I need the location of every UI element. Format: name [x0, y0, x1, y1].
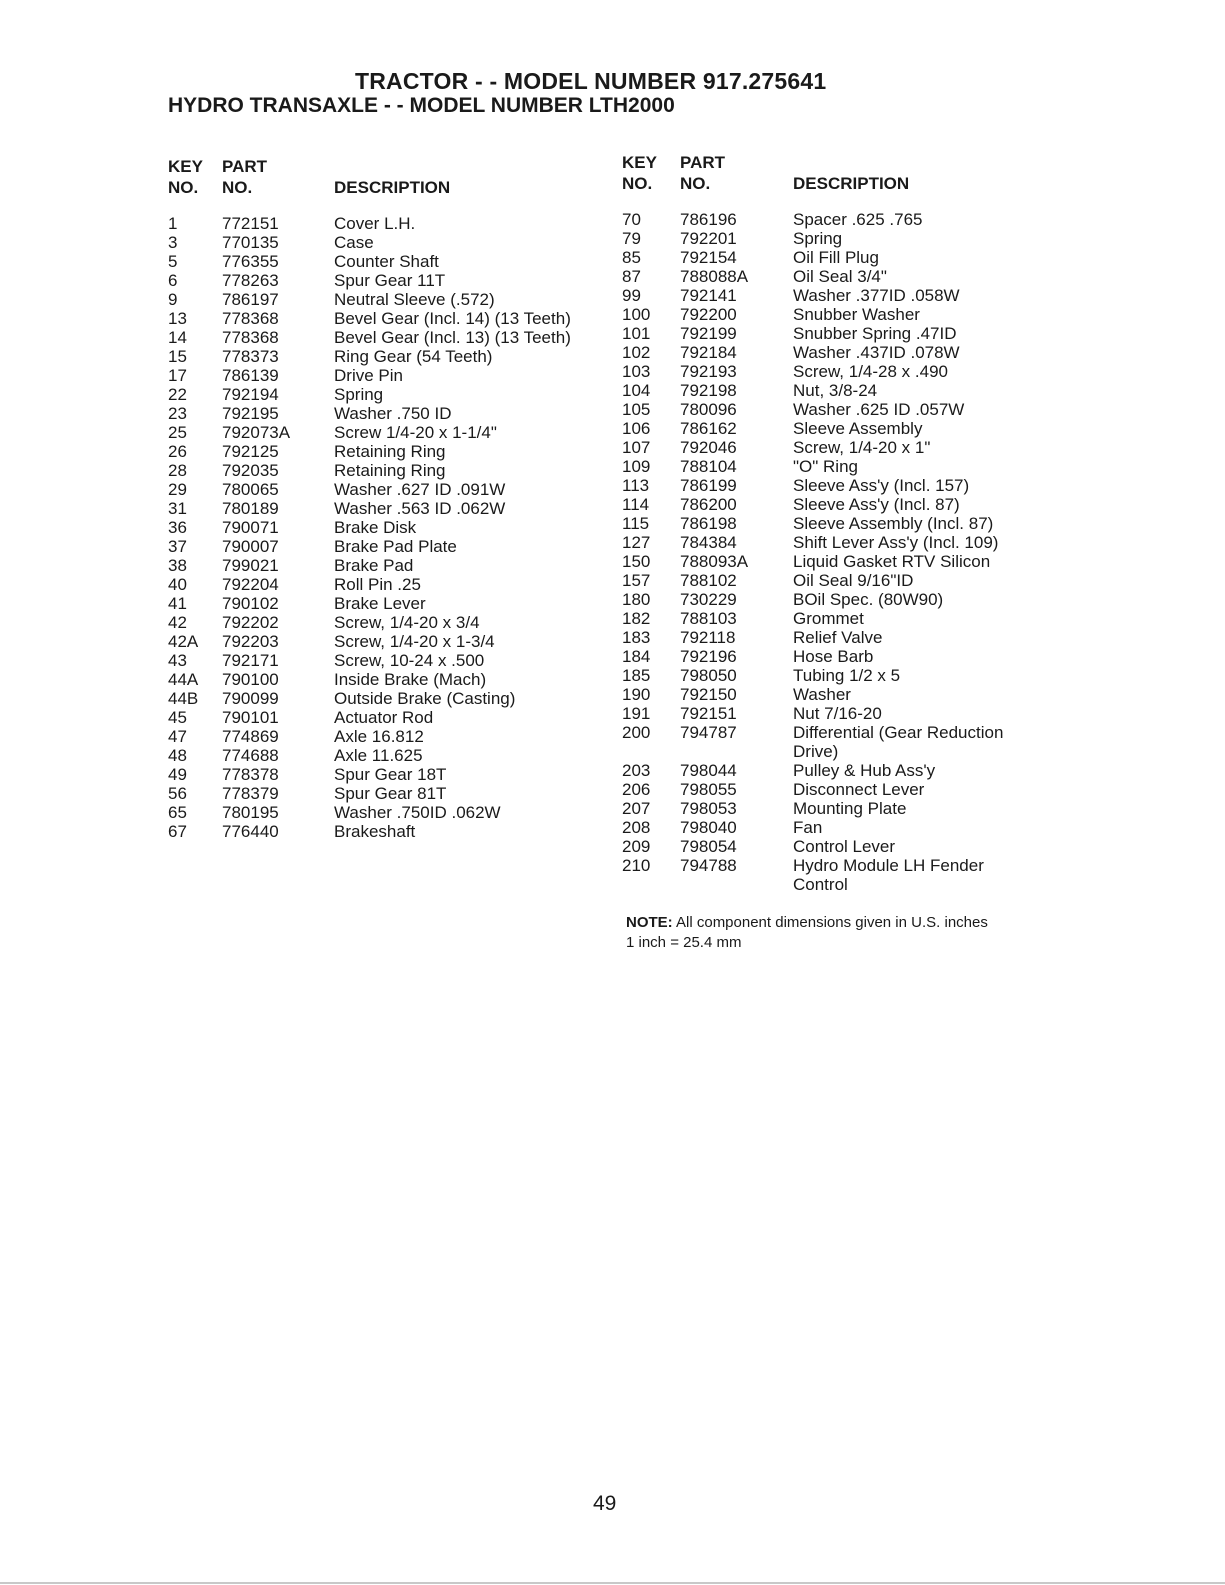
part-number: 788088A [680, 267, 749, 286]
key-number: 5 [168, 252, 178, 271]
right-part-header-line2: NO. [680, 174, 711, 193]
left-key-header-line1: KEY [168, 157, 203, 176]
part-description: Sleeve Ass'y (Incl. 157) [793, 476, 970, 495]
part-number: 786200 [680, 495, 737, 514]
part-number: 776355 [222, 252, 279, 271]
part-description: Washer [793, 685, 851, 704]
table-row [168, 784, 608, 803]
part-description: Screw, 1/4-20 x 1-3/4 [334, 632, 495, 651]
left-parts-list [168, 214, 608, 841]
table-row [622, 286, 1042, 305]
part-number: 770135 [222, 233, 279, 252]
table-row [622, 818, 1042, 837]
part-number: 786197 [222, 290, 279, 309]
part-description: Brake Pad Plate [334, 537, 457, 556]
key-number: 13 [168, 309, 187, 328]
table-row [622, 799, 1042, 818]
part-number: 792203 [222, 632, 279, 651]
key-number: 25 [168, 423, 187, 442]
key-number: 102 [622, 343, 651, 362]
left-part-header-line2: NO. [222, 178, 253, 197]
key-number: 29 [168, 480, 187, 499]
part-description: Fan [793, 818, 823, 837]
table-row [168, 214, 608, 233]
part-number: 794787 [680, 723, 737, 742]
note-text: All component dimensions given in U.S. inches [672, 914, 988, 931]
table-row [168, 233, 608, 252]
table-row [168, 689, 608, 708]
key-number: 200 [622, 723, 651, 742]
table-row [622, 533, 1042, 552]
table-row [168, 556, 608, 575]
part-number: 792035 [222, 461, 279, 480]
part-number: 774869 [222, 727, 279, 746]
part-description: Liquid Gasket RTV Silicon [793, 552, 991, 571]
part-number: 792171 [222, 651, 279, 670]
table-row [168, 480, 608, 499]
key-number: 127 [622, 533, 651, 552]
part-number: 778379 [222, 784, 279, 803]
key-number: 99 [622, 286, 641, 305]
table-row [622, 704, 1042, 723]
key-number: 38 [168, 556, 187, 575]
part-description: Brake Pad [334, 556, 414, 575]
part-number: 776440 [222, 822, 279, 841]
key-number: 157 [622, 571, 651, 590]
key-number: 26 [168, 442, 187, 461]
part-number: 780096 [680, 400, 737, 419]
part-number: 778368 [222, 309, 279, 328]
part-description: Washer .627 ID .091W [334, 480, 506, 499]
key-number: 185 [622, 666, 651, 685]
key-number: 115 [622, 514, 650, 533]
table-row [168, 309, 608, 328]
part-description: Spur Gear 18T [334, 765, 447, 784]
part-number: 792046 [680, 438, 737, 457]
key-number: 14 [168, 328, 187, 347]
part-number: 788102 [680, 571, 737, 590]
part-number: 792193 [680, 362, 737, 381]
part-description: Washer .377ID .058W [793, 286, 960, 305]
part-description: Shift Lever Ass'y (Incl. 109) [793, 533, 999, 552]
part-number: 786198 [680, 514, 737, 533]
table-row [622, 381, 1042, 400]
note-conversion: 1 inch = 25.4 mm [626, 934, 742, 951]
part-number: 788093A [680, 552, 749, 571]
part-number: 790007 [222, 537, 279, 556]
table-row [622, 552, 1042, 571]
part-description: Screw, 10-24 x .500 [334, 651, 485, 670]
part-number: 792141 [680, 286, 737, 305]
part-description: Washer .750ID .062W [334, 803, 501, 822]
table-row [168, 594, 608, 613]
part-description: Retaining Ring [334, 442, 446, 461]
part-number: 798050 [680, 666, 737, 685]
table-row [168, 651, 608, 670]
right-parts-list [622, 210, 1042, 894]
table-row [622, 837, 1042, 856]
table-row [622, 324, 1042, 343]
part-number: 778263 [222, 271, 279, 290]
part-number: 798054 [680, 837, 737, 856]
key-number: 40 [168, 575, 187, 594]
part-number: 790100 [222, 670, 279, 689]
key-number: 208 [622, 818, 651, 837]
key-number: 182 [622, 609, 651, 628]
table-row [622, 343, 1042, 362]
part-number: 798040 [680, 818, 737, 837]
part-description: Oil Seal 3/4" [793, 267, 887, 286]
part-number: 799021 [222, 556, 279, 575]
table-row [168, 670, 608, 689]
part-description: Sleeve Ass'y (Incl. 87) [793, 495, 960, 514]
key-number: 100 [622, 305, 651, 324]
key-number: 6 [168, 271, 178, 290]
key-number: 28 [168, 461, 187, 480]
part-description: Screw, 1/4-28 x .490 [793, 362, 948, 381]
part-description: Hose Barb [793, 647, 874, 666]
key-number: 45 [168, 708, 187, 727]
part-number: 792184 [680, 343, 737, 362]
part-number: 794788 [680, 856, 737, 875]
part-description: Brake Lever [334, 594, 426, 613]
part-number: 792151 [680, 704, 737, 723]
key-number: 70 [622, 210, 641, 229]
table-row [622, 400, 1042, 419]
part-number: 786196 [680, 210, 737, 229]
part-description: Sleeve Assembly (Incl. 87) [793, 514, 994, 533]
key-number: 150 [622, 552, 651, 571]
table-row [168, 385, 608, 404]
table-row [168, 347, 608, 366]
key-number: 87 [622, 267, 641, 286]
part-number: 772151 [222, 214, 279, 233]
key-number: 190 [622, 685, 651, 704]
part-description: Inside Brake (Mach) [334, 670, 487, 689]
table-row [168, 328, 608, 347]
key-number: 9 [168, 290, 178, 309]
table-row [168, 822, 608, 841]
table-row [168, 271, 608, 290]
table-row [622, 666, 1042, 685]
key-number: 183 [622, 628, 651, 647]
part-number: 780189 [222, 499, 279, 518]
part-description: Drive Pin [334, 366, 403, 385]
table-row [622, 685, 1042, 704]
key-number: 44B [168, 689, 199, 708]
part-description: Bevel Gear (Incl. 14) (13 Teeth) [334, 309, 571, 328]
key-number: 1 [168, 214, 178, 233]
key-number: 31 [168, 499, 187, 518]
part-number: 792073A [222, 423, 291, 442]
part-description: "O" Ring [793, 457, 858, 476]
part-number: 792204 [222, 575, 279, 594]
table-row [168, 727, 608, 746]
key-number: 42 [168, 613, 187, 632]
table-row [168, 366, 608, 385]
part-number: 792201 [680, 229, 737, 248]
part-description: Differential (Gear Reduction Drive) [793, 723, 1004, 761]
part-description: Washer .437ID .078W [793, 343, 960, 362]
part-number: 792194 [222, 385, 279, 404]
key-number: 36 [168, 518, 187, 537]
part-description: Neutral Sleeve (.572) [334, 290, 495, 309]
table-row [622, 267, 1042, 286]
table-row [168, 404, 608, 423]
part-number: 784384 [680, 533, 737, 552]
table-row [168, 499, 608, 518]
key-number: 85 [622, 248, 641, 267]
table-row [622, 647, 1042, 666]
key-number: 3 [168, 233, 178, 252]
table-row [168, 537, 608, 556]
key-number: 37 [168, 537, 187, 556]
table-row [622, 609, 1042, 628]
table-row [168, 746, 608, 765]
part-number: 792196 [680, 647, 737, 666]
part-description: Hydro Module LH Fender Control [793, 856, 984, 894]
part-description: Washer .750 ID [334, 404, 452, 423]
table-row [622, 571, 1042, 590]
table-row [622, 514, 1042, 533]
part-description: BOil Spec. (80W90) [793, 590, 944, 609]
part-description: Snubber Spring .47ID [793, 324, 957, 343]
part-number: 792118 [680, 628, 736, 647]
table-row [622, 305, 1042, 324]
part-number: 790099 [222, 689, 279, 708]
table-row [168, 613, 608, 632]
table-row [622, 780, 1042, 799]
key-number: 180 [622, 590, 651, 609]
key-number: 79 [622, 229, 641, 248]
part-description: Screw, 1/4-20 x 3/4 [334, 613, 480, 632]
part-description: Retaining Ring [334, 461, 446, 480]
key-number: 43 [168, 651, 187, 670]
part-number: 790102 [222, 594, 279, 613]
part-description: Axle 11.625 [334, 746, 423, 765]
table-row [168, 632, 608, 651]
part-description: Disconnect Lever [793, 780, 925, 799]
right-part-header-line1: PART [680, 153, 726, 172]
part-description: Spring [793, 229, 843, 248]
part-description: Spur Gear 11T [334, 271, 446, 290]
part-number: 792200 [680, 305, 737, 324]
right-key-header-line2: NO. [622, 174, 653, 193]
table-row [622, 628, 1042, 647]
table-row [622, 362, 1042, 381]
part-description: Actuator Rod [334, 708, 434, 727]
part-description: Screw, 1/4-20 x 1" [793, 438, 931, 457]
part-number: 786139 [222, 366, 279, 385]
table-row [622, 210, 1042, 229]
table-row [168, 423, 608, 442]
key-number: 191 [622, 704, 651, 723]
table-row [168, 803, 608, 822]
part-description: Roll Pin .25 [334, 575, 421, 594]
key-number: 41 [168, 594, 187, 613]
table-row [168, 765, 608, 784]
key-number: 56 [168, 784, 187, 803]
key-number: 203 [622, 761, 651, 780]
part-description: Grommet [793, 609, 864, 628]
part-number: 798053 [680, 799, 737, 818]
part-description: Screw 1/4-20 x 1-1/4" [334, 423, 497, 442]
key-number: 42A [168, 632, 199, 651]
part-number: 780195 [222, 803, 279, 822]
part-number: 790071 [222, 518, 279, 537]
key-number: 207 [622, 799, 651, 818]
bottom-rule [0, 1582, 1225, 1584]
part-description: Case [334, 233, 374, 252]
note-label: NOTE: [626, 914, 673, 931]
key-number: 22 [168, 385, 187, 404]
part-number: 792198 [680, 381, 737, 400]
key-number: 101 [622, 324, 651, 343]
part-description: Pulley & Hub Ass'y [793, 761, 936, 780]
part-description: Spur Gear 81T [334, 784, 447, 803]
table-row [168, 575, 608, 594]
part-number: 788104 [680, 457, 737, 476]
key-number: 107 [622, 438, 651, 457]
part-description: Ring Gear (54 Teeth) [334, 347, 493, 366]
part-description: Cover L.H. [334, 214, 416, 233]
part-number: 780065 [222, 480, 279, 499]
part-description: Sleeve Assembly [793, 419, 923, 438]
part-number: 788103 [680, 609, 737, 628]
key-number: 113 [622, 476, 650, 495]
key-number: 109 [622, 457, 651, 476]
key-number: 106 [622, 419, 651, 438]
key-number: 105 [622, 400, 651, 419]
part-description: Snubber Washer [793, 305, 920, 324]
part-description: Nut, 3/8-24 [793, 381, 878, 400]
table-row [168, 461, 608, 480]
key-number: 104 [622, 381, 651, 400]
key-number: 103 [622, 362, 651, 381]
part-description: Relief Valve [793, 628, 883, 647]
table-row [168, 442, 608, 461]
table-row [622, 229, 1042, 248]
key-number: 17 [168, 366, 187, 385]
key-number: 210 [622, 856, 651, 875]
part-number: 786162 [680, 419, 737, 438]
table-row [622, 495, 1042, 514]
key-number: 67 [168, 822, 187, 841]
key-number: 206 [622, 780, 651, 799]
part-description: Tubing 1/2 x 5 [793, 666, 901, 685]
part-description: Brake Disk [334, 518, 417, 537]
right-description-header: DESCRIPTION [793, 174, 910, 193]
part-number: 798044 [680, 761, 737, 780]
part-description: Axle 16.812 [334, 727, 424, 746]
page-number: 49 [593, 1492, 617, 1515]
table-row [168, 518, 608, 537]
table-row [622, 723, 1042, 761]
part-number: 778378 [222, 765, 279, 784]
key-number: 23 [168, 404, 187, 423]
part-number: 778373 [222, 347, 279, 366]
part-number: 792154 [680, 248, 737, 267]
part-description: Outside Brake (Casting) [334, 689, 516, 708]
key-number: 184 [622, 647, 651, 666]
page-title: TRACTOR - - MODEL NUMBER 917.275641 [355, 68, 827, 94]
table-row [622, 457, 1042, 476]
table-row [622, 856, 1042, 894]
part-description: Oil Seal 9/16"ID [793, 571, 914, 590]
part-number: 774688 [222, 746, 279, 765]
left-key-header-line2: NO. [168, 178, 199, 197]
left-part-header-line1: PART [222, 157, 268, 176]
key-number: 44A [168, 670, 199, 689]
table-row [622, 476, 1042, 495]
part-number: 792195 [222, 404, 279, 423]
part-number: 790101 [222, 708, 279, 727]
part-description: Oil Fill Plug [793, 248, 879, 267]
table-row [168, 252, 608, 271]
part-description: Bevel Gear (Incl. 13) (13 Teeth) [334, 328, 571, 347]
page-subtitle: HYDRO TRANSAXLE - - MODEL NUMBER LTH2000 [168, 94, 675, 117]
part-description: Brakeshaft [334, 822, 416, 841]
part-number: 798055 [680, 780, 737, 799]
table-row [168, 708, 608, 727]
part-description: Washer .563 ID .062W [334, 499, 506, 518]
part-description: Nut 7/16-20 [793, 704, 882, 723]
key-number: 65 [168, 803, 187, 822]
table-row [622, 248, 1042, 267]
part-description: Counter Shaft [334, 252, 439, 271]
part-number: 730229 [680, 590, 737, 609]
part-description: Spacer .625 .765 [793, 210, 923, 229]
part-description: Mounting Plate [793, 799, 907, 818]
left-description-header: DESCRIPTION [334, 178, 451, 197]
part-description: Spring [334, 385, 384, 404]
part-number: 792125 [222, 442, 279, 461]
key-number: 114 [622, 495, 650, 514]
note [626, 913, 988, 953]
table-row [622, 761, 1042, 780]
part-number: 778368 [222, 328, 279, 347]
table-row [622, 419, 1042, 438]
part-number: 792199 [680, 324, 737, 343]
key-number: 47 [168, 727, 187, 746]
part-number: 792202 [222, 613, 279, 632]
table-row [622, 590, 1042, 609]
key-number: 209 [622, 837, 651, 856]
table-row [622, 438, 1042, 457]
table-row [168, 290, 608, 309]
part-description: Washer .625 ID .057W [793, 400, 965, 419]
key-number: 49 [168, 765, 187, 784]
key-number: 15 [168, 347, 187, 366]
part-description: Control Lever [793, 837, 896, 856]
key-number: 48 [168, 746, 187, 765]
part-number: 792150 [680, 685, 737, 704]
part-number: 786199 [680, 476, 737, 495]
right-key-header-line1: KEY [622, 153, 657, 172]
